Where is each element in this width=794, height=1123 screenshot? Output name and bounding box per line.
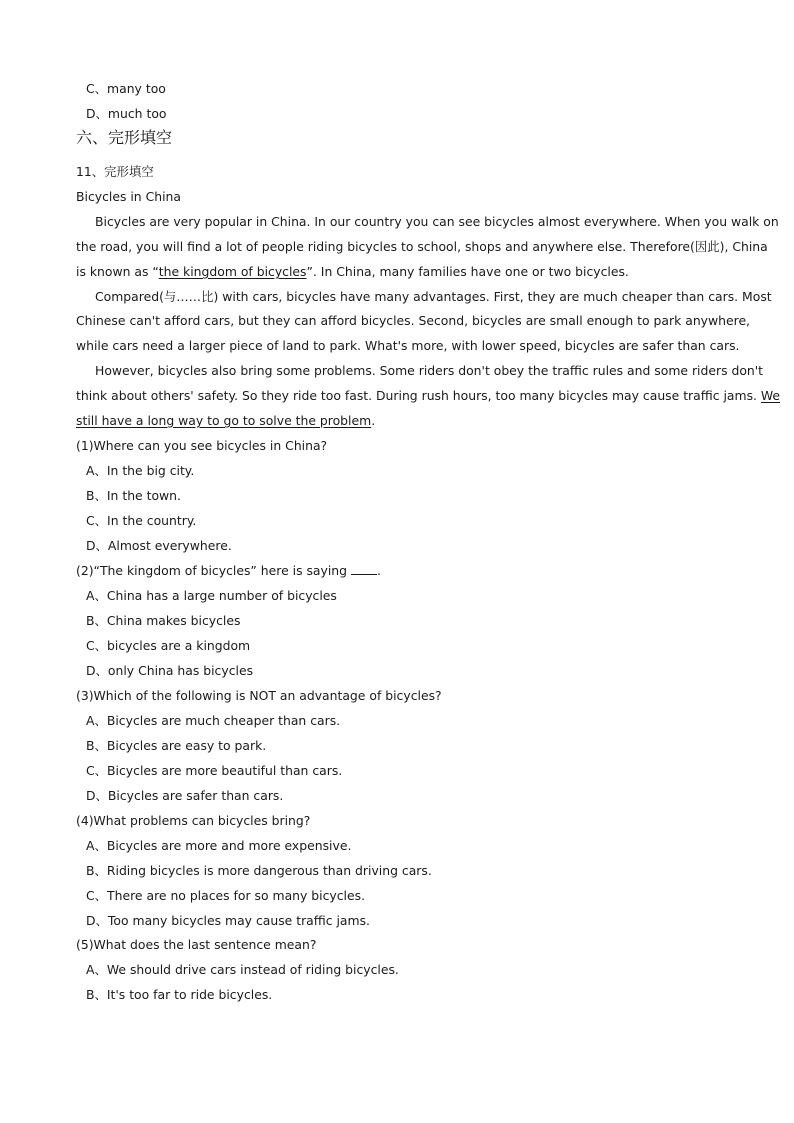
q1-option-b[interactable]: B、In the town. (86, 488, 181, 503)
underlined-phrase: the kingdom of bicycles (158, 264, 307, 279)
section-heading: 六、完形填空 (76, 128, 173, 147)
question-stem-3: (3)Which of the following is NOT an advantage of bicycles? (76, 688, 442, 703)
q3-option-d[interactable]: D、Bicycles are safer than cars. (86, 788, 284, 803)
q2-option-c[interactable]: C、bicycles are a kingdom (86, 638, 251, 653)
question-stem-4: (4)What problems can bicycles bring? (76, 813, 311, 828)
passage-line: Compared(与……比) with cars, bicycles have many advantages. First, they are much cheaper than cars. Most (95, 289, 772, 304)
q1-option-a[interactable]: A、In the big city. (86, 463, 195, 478)
option-d[interactable]: D、much too (86, 106, 167, 121)
q3-option-a[interactable]: A、Bicycles are much cheaper than cars. (86, 713, 341, 728)
passage-line: while cars need a larger piece of land to park. What's more, with lower speed, bicycles are safer than cars. (76, 338, 740, 353)
q4-option-a[interactable]: A、Bicycles are more and more expensive. (86, 838, 352, 853)
q1-option-d[interactable]: D、Almost everywhere. (86, 538, 232, 553)
q4-option-c[interactable]: C、There are no places for so many bicycles. (86, 888, 366, 903)
underlined-sentence: We (760, 388, 781, 403)
passage-text: think about others' safety. So they ride too fast. During rush hours, too many bicycles may cause traffic jams. (76, 388, 761, 403)
stem-text: . (376, 563, 381, 578)
option-c[interactable]: C、many too (86, 81, 166, 96)
passage-line: Chinese can't afford cars, but they can afford bicycles. Second, bicycles are small enough to park anywhere, (76, 313, 751, 328)
q2-option-a[interactable]: A、China has a large number of bicycles (86, 588, 337, 603)
passage-line (76, 387, 781, 404)
passage-text: is known as “ (76, 264, 159, 279)
passage-title: Bicycles in China (76, 189, 181, 204)
q5-option-a[interactable]: A、We should drive cars instead of riding bicycles. (86, 962, 399, 977)
q2-option-b[interactable]: B、China makes bicycles (86, 613, 241, 628)
q2-option-d[interactable]: D、only China has bicycles (86, 663, 254, 678)
question-stem-1: (1)Where can you see bicycles in China? (76, 438, 328, 453)
question-header: 11、完形填空 (76, 164, 154, 179)
q5-option-b[interactable]: B、It's too far to ride bicycles. (86, 987, 273, 1002)
q3-option-b[interactable]: B、Bicycles are easy to park. (86, 738, 267, 753)
passage-text: . (371, 413, 376, 428)
q4-option-d[interactable]: D、Too many bicycles may cause traffic jams. (86, 913, 370, 928)
passage-line: Bicycles are very popular in China. In our country you can see bicycles almost everywhere. When you walk on (95, 214, 779, 229)
q3-option-c[interactable]: C、Bicycles are more beautiful than cars. (86, 763, 343, 778)
passage-line (76, 412, 720, 429)
q4-option-b[interactable]: B、Riding bicycles is more dangerous than driving cars. (86, 863, 432, 878)
passage-line: However, bicycles also bring some problems. Some riders don't obey the traffic rules and some riders don't (95, 363, 764, 378)
passage-line (76, 263, 720, 280)
passage-line: the road, you will find a lot of people riding bicycles to school, shops and anywhere else. Therefore(因此), China (76, 239, 768, 254)
stem-text: (2)“The kingdom of bicycles” here is saying (76, 563, 351, 578)
q1-option-c[interactable]: C、In the country. (86, 513, 197, 528)
underlined-sentence: still have a long way to go to solve the problem (76, 413, 372, 428)
passage-text: ”. In China, many families have one or two bicycles. (306, 264, 629, 279)
question-stem-5: (5)What does the last sentence mean? (76, 937, 317, 952)
answer-blank[interactable] (351, 563, 377, 575)
question-stem-2 (76, 562, 720, 579)
